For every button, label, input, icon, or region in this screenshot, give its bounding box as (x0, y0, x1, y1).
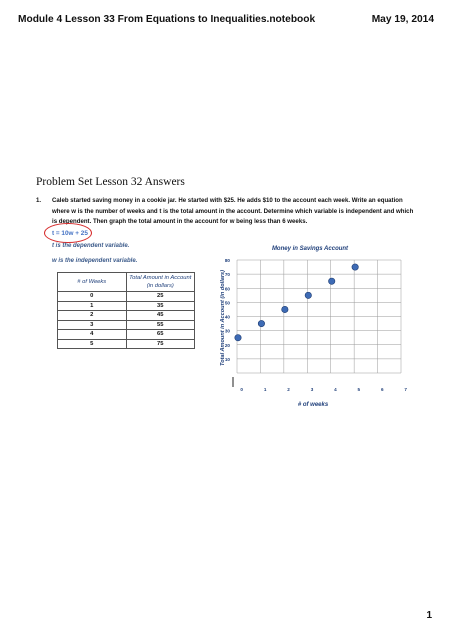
y-tick-label: 70 (224, 272, 230, 278)
y-tick-label: 10 (224, 356, 230, 362)
table-cell-amount: 75 (126, 339, 195, 349)
x-tick-label: 7 (404, 387, 407, 392)
equation-answer: t = 10w + 25 (52, 230, 88, 237)
savings-scatter-chart (195, 240, 420, 415)
data-point (282, 306, 288, 312)
chart-title: Money in Savings Account (271, 246, 349, 252)
table-row (58, 330, 195, 340)
table-cell-amount: 25 (126, 292, 195, 302)
table-cell-amount: 45 (126, 311, 195, 321)
table-row (58, 311, 195, 321)
section-title: Problem Set Lesson 32 Answers (36, 176, 185, 188)
table-cell-amount: 35 (126, 301, 195, 311)
data-point (305, 292, 311, 298)
table-row (58, 339, 195, 349)
weeks-amount-table (57, 272, 195, 349)
y-tick-label: 50 (224, 300, 230, 306)
x-tick-label: 4 (334, 387, 337, 392)
problem-number: 1. (36, 197, 42, 204)
x-tick-label: 0 (240, 387, 243, 392)
y-tick-label: 60 (224, 286, 230, 292)
table-row (58, 292, 195, 302)
data-point (352, 264, 358, 270)
table-cell-weeks: 1 (58, 301, 127, 311)
table-cell-amount: 55 (126, 320, 195, 330)
table-row (58, 320, 195, 330)
x-tick-label: 6 (380, 387, 384, 392)
y-tick-label: 20 (224, 342, 230, 348)
y-tick-label: 40 (224, 314, 230, 320)
chart-plot-area (225, 258, 408, 392)
table-cell-weeks: 2 (58, 311, 127, 321)
notebook-title: Module 4 Lesson 33 From Equations to Inequalities.notebook (18, 14, 316, 25)
notebook-date: May 19, 2014 (371, 14, 434, 25)
data-point (235, 334, 241, 340)
page-header (0, 14, 452, 30)
y-tick-label: 30 (224, 328, 230, 334)
data-point (329, 278, 335, 284)
data-point (258, 320, 264, 326)
problem-text: Caleb started saving money in a cookie jar. He started with $25. He adds $10 to the account each week. Write an equation where w is the number of weeks and t is the total amount in the account. Determine which variable is independent and which is dependent. Then graph the total amount in the account for w being less than 6 weeks. (52, 197, 414, 226)
table-header-amount: Total Amount in Account (in dollars) (126, 273, 195, 292)
table-cell-weeks: 5 (58, 339, 127, 349)
x-tick-label: 5 (357, 387, 361, 392)
table-header-weeks: # of Weeks (58, 273, 127, 292)
independent-variable-answer: w is the independent variable. (52, 258, 138, 264)
page-number: 1 (426, 610, 432, 621)
dependent-variable-answer: t is the dependent variable. (52, 243, 130, 249)
table-cell-weeks: 3 (58, 320, 127, 330)
x-tick-label: 2 (287, 387, 290, 392)
chart-y-axis-label: Total Amount in Account (in dollars) (220, 269, 226, 367)
table-cell-weeks: 4 (58, 330, 127, 340)
y-tick-label: 80 (224, 258, 230, 263)
x-tick-label: 3 (310, 387, 314, 392)
table-row (58, 301, 195, 311)
table-header-row (58, 273, 195, 292)
chart-x-axis-label: # of weeks (297, 402, 329, 408)
table-cell-weeks: 0 (58, 292, 127, 302)
x-tick-label: 1 (263, 387, 267, 392)
table-cell-amount: 65 (126, 330, 195, 340)
